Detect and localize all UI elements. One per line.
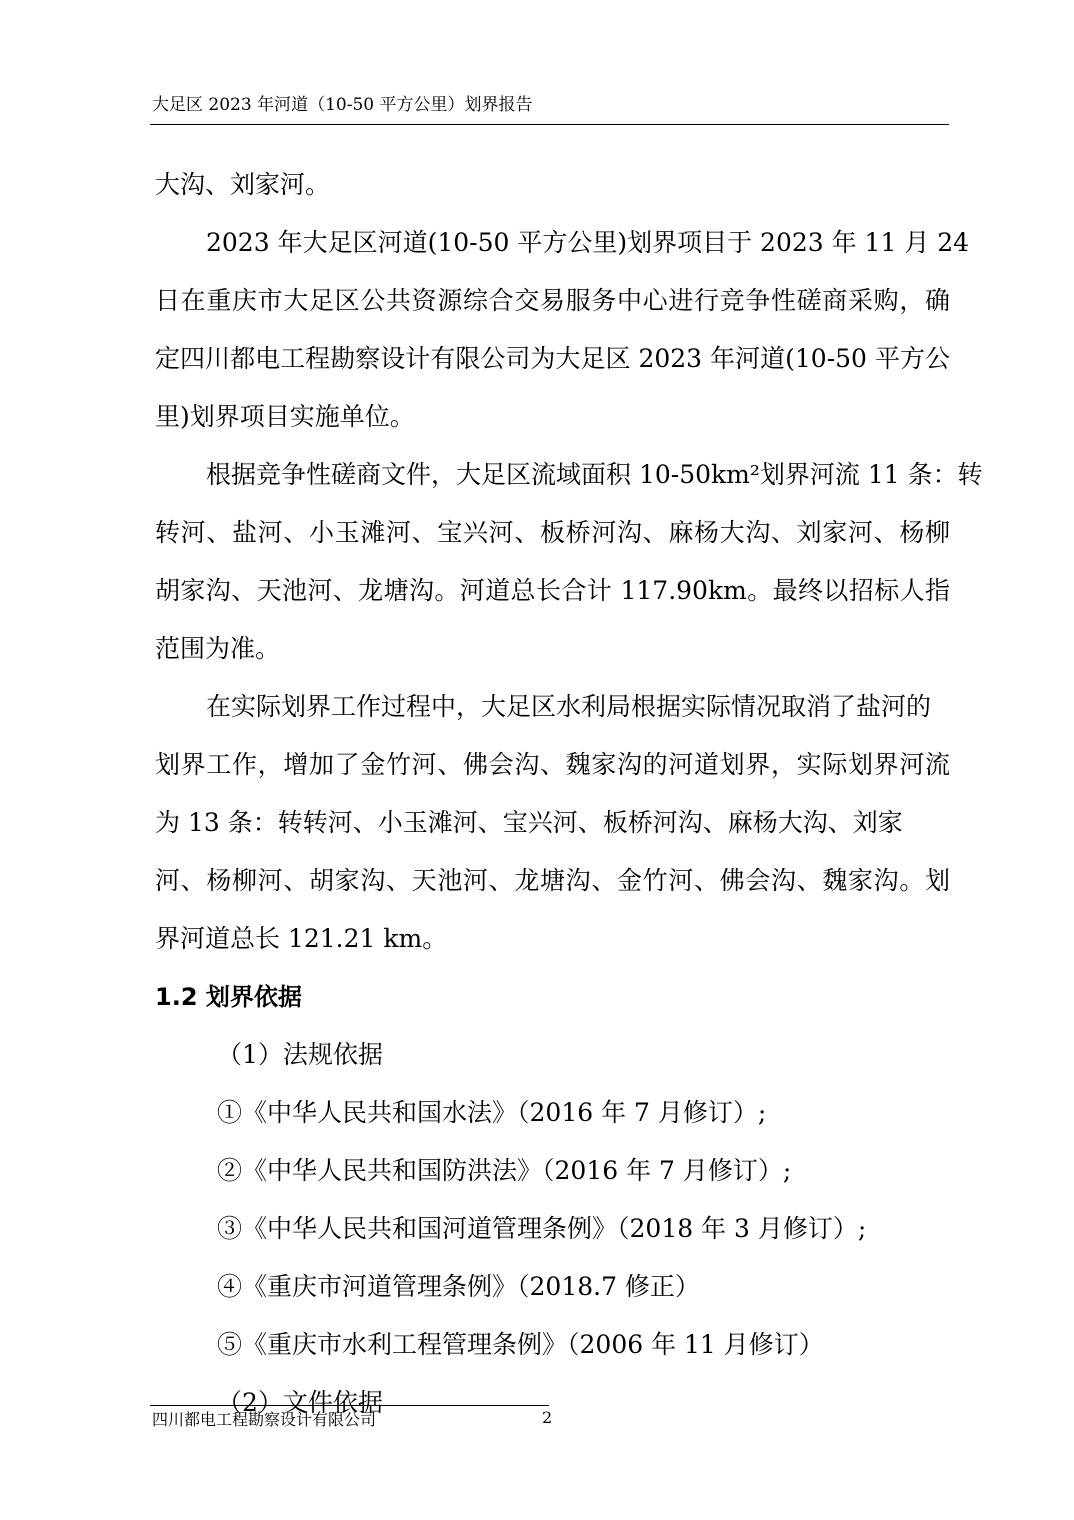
paragraph-line: 在实际划界工作过程中，大足区水利局根据实际情况取消了盐河的 (206, 692, 932, 721)
paragraph-line: 转河、盐河、小玉滩河、宝兴河、板桥河沟、麻杨大沟、刘家河、杨柳 (155, 518, 950, 547)
document-body (155, 156, 983, 1432)
list-item: ③《中华人民共和国河道管理条例》（2018 年 3 月修订）; (217, 1214, 867, 1243)
paragraph-line: 范围为准。 (155, 634, 281, 663)
paragraph-line: 根据竞争性磋商文件，大足区流域面积 10-50km²划界河流 11 条：转 (206, 460, 983, 489)
paragraph-line: 里)划界项目实施单位。 (155, 402, 415, 431)
subsection-heading: （2）文件依据 (217, 1388, 383, 1417)
paragraph-line: 河、杨柳河、胡家沟、天池河、龙塘沟、金竹河、佛会沟、魏家沟。划 (155, 866, 950, 895)
paragraph-line: 定四川都电工程勘察设计有限公司为大足区 2023 年河道(10-50 平方公 (155, 344, 950, 373)
paragraph-line: 界河道总长 121.21 km。 (155, 924, 448, 953)
paragraph-line: 2023 年大足区河道(10-50 平方公里)划界项目于 2023 年 11 月 24 (206, 228, 970, 257)
section-heading: 1.2 划界依据 (155, 983, 302, 1011)
header-divider (150, 124, 949, 125)
list-item: ④《重庆市河道管理条例》（2018.7 修正） (217, 1272, 700, 1301)
paragraph-line: 为 13 条：转转河、小玉滩河、宝兴河、板桥河沟、麻杨大沟、刘家 (155, 808, 903, 837)
paragraph-line: 日在重庆市大足区公共资源综合交易服务中心进行竞争性磋商采购，确 (155, 286, 950, 315)
list-item: ①《中华人民共和国水法》（2016 年 7 月修订）; (217, 1098, 767, 1127)
list-item: ⑤《重庆市水利工程管理条例》（2006 年 11 月修订） (217, 1330, 824, 1359)
page-number: 2 (542, 1408, 553, 1427)
list-item: ②《中华人民共和国防洪法》（2016 年 7 月修订）; (217, 1156, 792, 1185)
paragraph-line: 大沟、刘家河。 (155, 170, 331, 199)
paragraph-line: 胡家沟、天池河、龙塘沟。河道总长合计 117.90km。最终以招标人指 (155, 576, 950, 605)
paragraph-line: 划界工作，增加了金竹河、佛会沟、魏家沟的河道划界，实际划界河流 (155, 750, 950, 779)
footer-divider (150, 1405, 549, 1406)
page-header-title: 大足区 2023 年河道（10-50 平方公里）划界报告 (152, 95, 533, 115)
footer-company-name: 四川都电工程勘察设计有限公司 (152, 1410, 377, 1429)
subsection-heading: （1）法规依据 (217, 1040, 383, 1069)
